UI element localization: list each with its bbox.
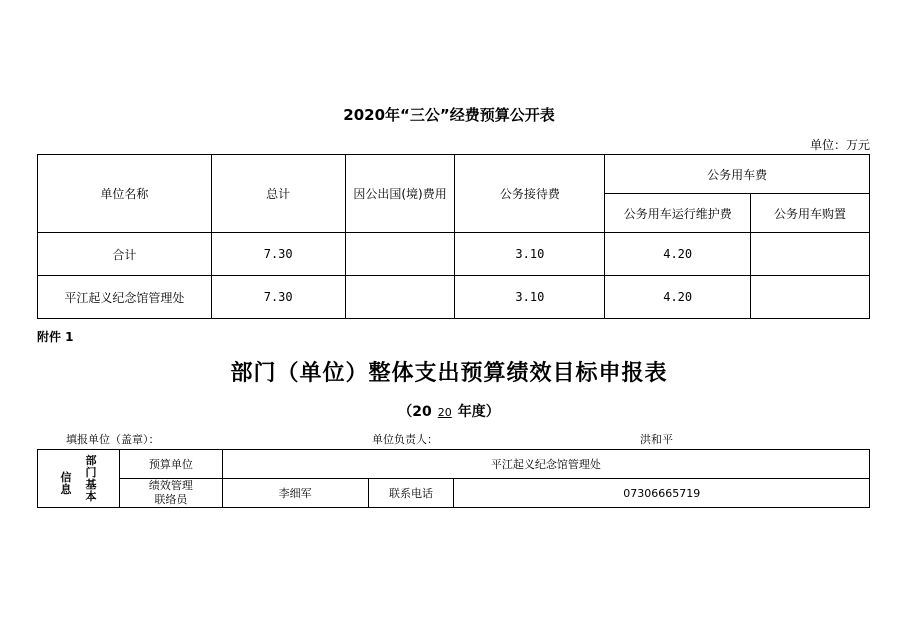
attachment-label: 附件 1 [37, 330, 74, 344]
header-vehicle-buy: 公务用车购置 [751, 194, 870, 233]
liaison-label: 绩效管理 联络员 [119, 479, 222, 508]
cell-vehicle-buy [751, 233, 870, 276]
cell-total: 7.30 [211, 276, 345, 319]
cell-reception: 3.10 [455, 233, 605, 276]
responsible-label: 单位负责人： [372, 433, 438, 446]
header-total: 总计 [211, 155, 345, 233]
phone-label: 联系电话 [368, 479, 454, 508]
cell-name: 平江起义纪念馆管理处 [38, 276, 212, 319]
cell-abroad [345, 233, 455, 276]
three-public-expense-table [37, 154, 870, 319]
table-row [38, 233, 870, 276]
basic-info-label [38, 450, 120, 508]
header-vehicle-run: 公务用车运行维护费 [605, 194, 751, 233]
cell-reception: 3.10 [455, 276, 605, 319]
performance-form-title: 部门（单位）整体支出预算绩效目标申报表 [230, 361, 668, 386]
cell-vehicle-buy [751, 276, 870, 319]
cell-vehicle-run: 4.20 [605, 276, 751, 319]
budget-table-title: 2020年“三公”经费预算公开表 [343, 106, 555, 124]
fiscal-year [0, 401, 898, 421]
responsible-name: 洪和平 [640, 433, 673, 446]
unit-note: 单位：万元 [809, 138, 870, 152]
budget-unit-label: 预算单位 [119, 450, 222, 479]
cell-vehicle-run: 4.20 [605, 233, 751, 276]
table-row [38, 276, 870, 319]
liaison-name: 李细军 [222, 479, 368, 508]
budget-unit-value: 平江起义纪念馆管理处 [222, 450, 869, 479]
side-label-info: 信 息 [60, 470, 72, 496]
cell-total: 7.30 [211, 233, 345, 276]
cell-abroad [345, 276, 455, 319]
header-vehicle-group: 公务用车费 [605, 155, 870, 194]
performance-info-table [37, 449, 870, 508]
side-label-dept: 部 门 基 本 [85, 453, 97, 503]
year-suffix: 年度） [457, 404, 500, 420]
cell-name: 合计 [38, 233, 212, 276]
header-reception: 公务接待费 [455, 155, 605, 233]
fill-unit-label: 填报单位（盖章）： [66, 433, 160, 446]
header-unit-name: 单位名称 [38, 155, 212, 233]
year-value: 20 [437, 406, 452, 419]
header-abroad: 因公出国(境)费用 [345, 155, 455, 233]
phone-value: 07306665719 [454, 479, 870, 508]
year-prefix: （20 [398, 404, 432, 420]
